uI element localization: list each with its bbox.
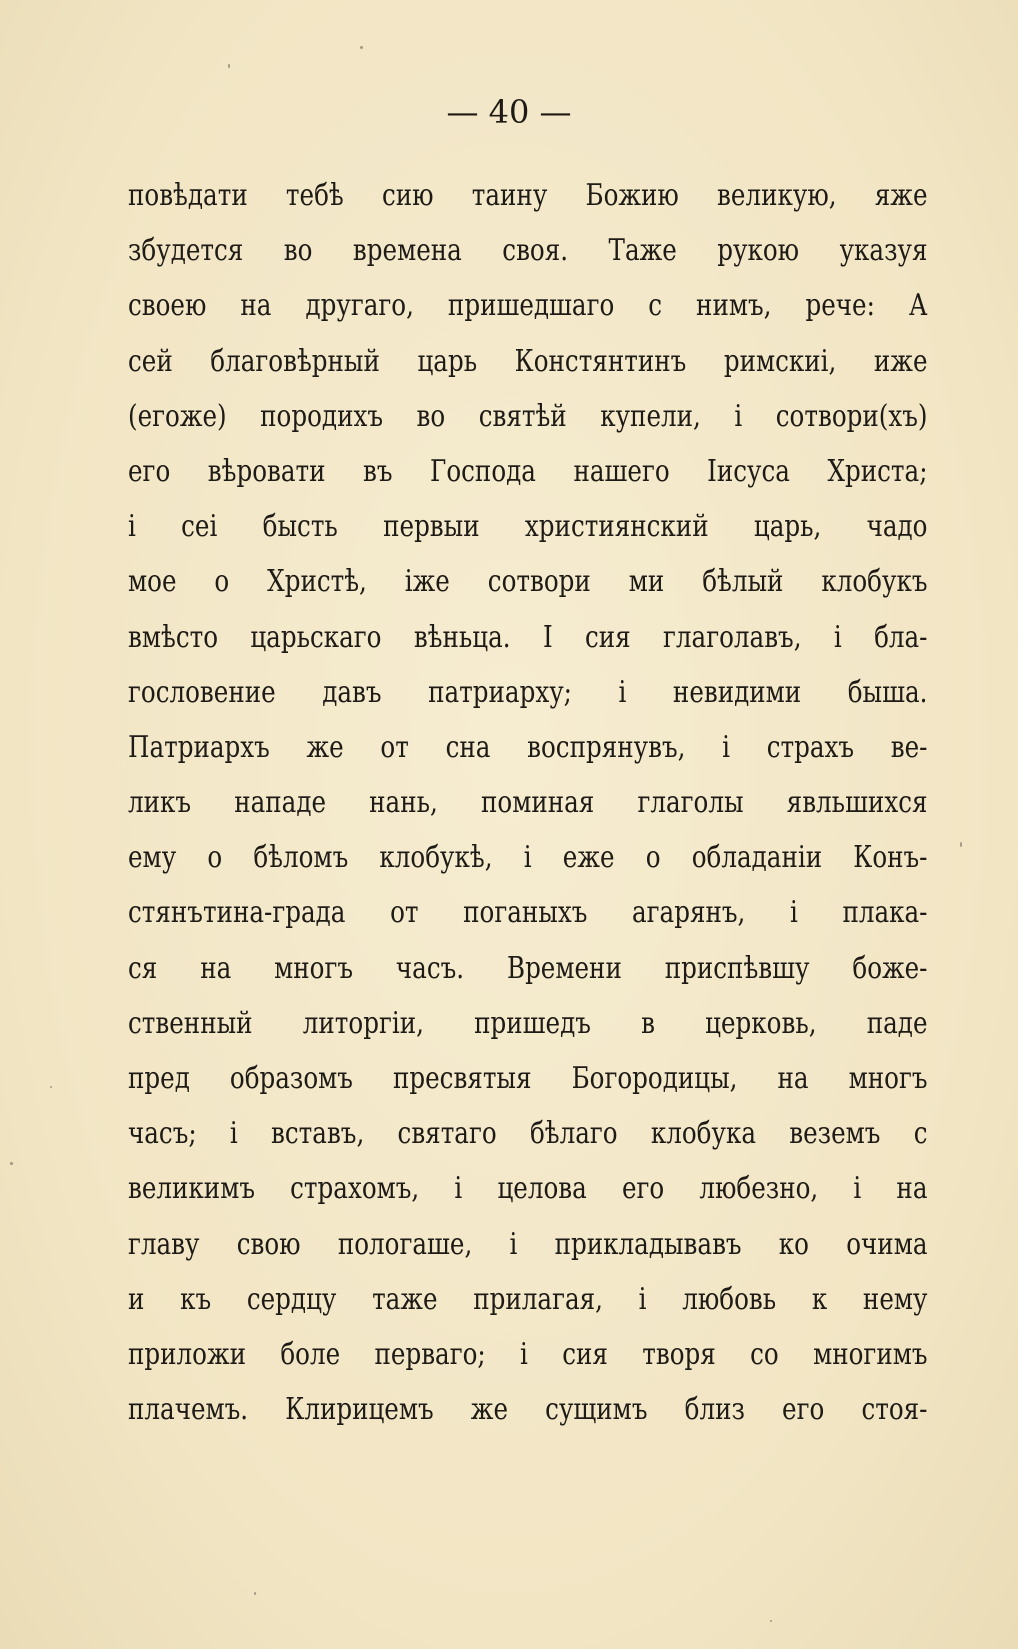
text-line: сей благовѣрный царь Констянтинъ римскиі, иже bbox=[128, 343, 928, 379]
text-line: плачемъ. Клирицемъ же сущимъ близ его стоя- bbox=[128, 1392, 928, 1428]
text-line: великимъ страхомъ, і целова его любезно, і на bbox=[128, 1171, 928, 1207]
text-line: главу свою пологаше, і прикладывавъ ко очима bbox=[128, 1226, 928, 1262]
body-text bbox=[128, 168, 928, 1437]
text-line: мое о Христѣ, іже сотвори ми бѣлый клобукъ bbox=[128, 564, 928, 600]
text-line: и къ сердцу таже прилагая, і любовь к нему bbox=[128, 1281, 928, 1317]
text-line: і сеі бысть первыи християнский царь, чадо bbox=[128, 509, 928, 545]
text-line: ликъ нападе нань, поминая глаголы явльшихся bbox=[128, 785, 928, 821]
text-line: часъ; і вставъ, святаго бѣлаго клобука веземъ с bbox=[128, 1116, 928, 1152]
text-line: вмѣсто царьскаго вѣньца. І сия глаголавъ, і бла- bbox=[128, 619, 928, 655]
text-line: повѣдати тебѣ сию таину Божию великую, яже bbox=[128, 178, 928, 213]
text-line: пред образомъ пресвятыя Богородицы, на многъ bbox=[128, 1061, 928, 1096]
text-line: ственный литоргіи, пришедъ в церковь, паде bbox=[128, 1005, 928, 1041]
text-line: стянътина-града от поганыхъ агарянъ, і плака- bbox=[128, 895, 928, 931]
text-line: гословение давъ патриарху; і невидими быша. bbox=[128, 674, 928, 710]
text-line: ся на многъ часъ. Времени приспѣвшу боже- bbox=[128, 950, 928, 986]
text-line: своею на другаго, пришедшаго с нимъ, рече: А bbox=[128, 288, 928, 324]
paper-speck bbox=[50, 1086, 52, 1088]
paper-speck bbox=[360, 46, 363, 49]
paper-speck bbox=[10, 1162, 13, 1165]
text-line: Патриархъ же от сна воспрянувъ, і страхъ ве- bbox=[128, 729, 928, 765]
page-number: — 40 — bbox=[446, 93, 572, 131]
text-line: его вѣровати въ Господа нашего Іисуса Христа; bbox=[128, 453, 928, 489]
paper-speck bbox=[960, 842, 962, 847]
text-line: ему о бѣломъ клобукѣ, і еже о обладаніи Конъ- bbox=[128, 840, 928, 876]
paper-speck bbox=[254, 1592, 256, 1595]
text-line: збудется во времена своя. Таже рукою указуя bbox=[128, 233, 928, 269]
paper-speck bbox=[228, 64, 230, 68]
text-line: (егоже) породихъ во святѣй купели, і сотвори(хъ) bbox=[128, 398, 928, 434]
paper-speck bbox=[770, 1620, 772, 1622]
text-line: приложи боле перваго; і сия творя со многимъ bbox=[128, 1336, 928, 1372]
